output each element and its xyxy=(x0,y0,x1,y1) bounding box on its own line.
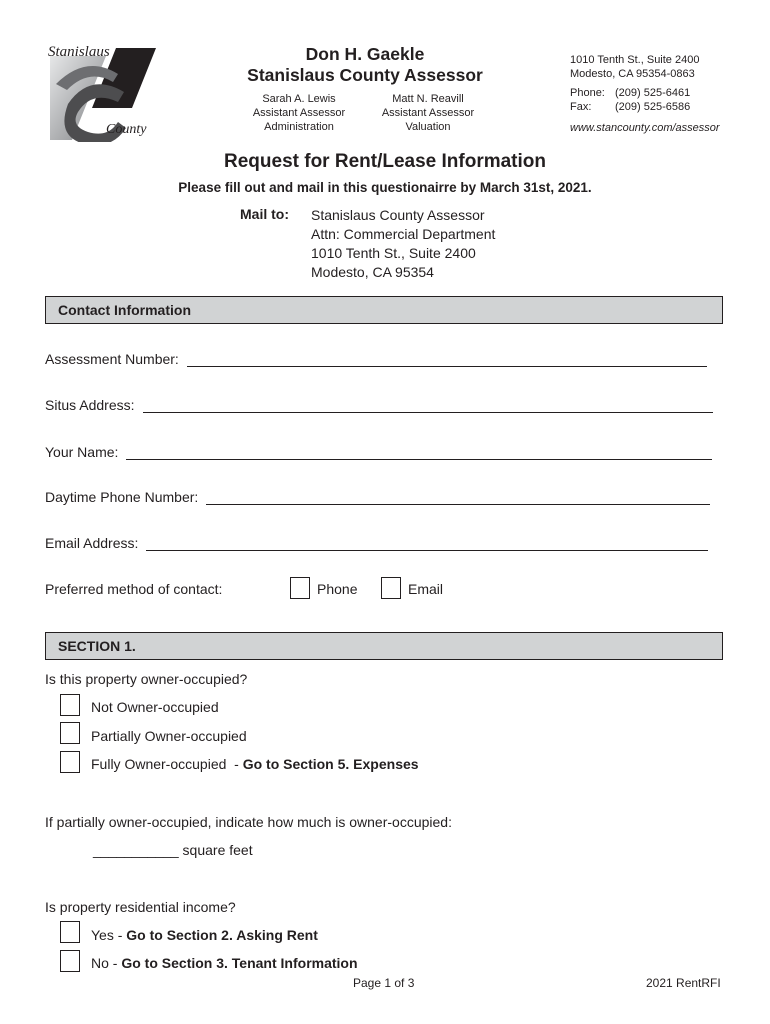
situs-address-label: Situs Address: xyxy=(45,397,135,413)
staff-role: Assistant Assessor xyxy=(381,107,475,119)
logo-text-stanislaus: Stanislaus xyxy=(48,44,110,60)
situs-address-input[interactable] xyxy=(143,398,713,413)
phone-option-label: Phone xyxy=(317,581,358,597)
staff-name: Sarah A. Lewis xyxy=(262,93,336,105)
mail-line: Stanislaus County Assessor xyxy=(311,207,485,223)
assessment-number-label: Assessment Number: xyxy=(45,351,179,367)
partially-owner-occupied-label: Partially Owner-occupied xyxy=(91,728,247,744)
phone-label: Phone: xyxy=(570,87,605,99)
section1-header xyxy=(45,632,723,660)
county-logo xyxy=(46,44,158,142)
office-phone-fax xyxy=(570,86,690,114)
page-number: Page 1 of 3 xyxy=(353,976,415,990)
partial-occupancy-question: If partially owner-occupied, indicate how much is owner-occupied: xyxy=(45,814,452,830)
fax-label: Fax: xyxy=(570,101,592,113)
mail-line: Modesto, CA 95354 xyxy=(311,264,434,280)
preferred-contact-label: Preferred method of contact: xyxy=(45,581,223,597)
mail-to-address xyxy=(311,206,495,282)
email-checkbox[interactable] xyxy=(381,577,401,599)
situs-address-field xyxy=(45,397,713,413)
assessment-number-field xyxy=(45,351,707,367)
residential-yes-label: Yes - Go to Section 2. Asking Rent xyxy=(91,927,318,943)
email-option-label: Email xyxy=(408,581,444,597)
go-to-section3-note: Go to Section 3. Tenant Information xyxy=(121,955,358,971)
fully-owner-occupied-label: Fully Owner-occupied - Go to Section 5. Expenses xyxy=(91,756,419,772)
email-address-field xyxy=(45,535,708,551)
contact-section-title: Contact Information xyxy=(58,302,191,318)
form-instruction: Please fill out and mail in this questionairre by March 31st, 2021. xyxy=(178,180,592,195)
email-address-input[interactable] xyxy=(146,536,708,551)
go-to-section5-note: Go to Section 5. Expenses xyxy=(242,756,419,772)
square-feet-unit: square feet xyxy=(182,842,253,858)
address-line1: 1010 Tenth St., Suite 2400 xyxy=(570,54,700,66)
logo-text-county: County xyxy=(106,122,147,137)
not-owner-occupied-label: Not Owner-occupied xyxy=(91,699,219,715)
square-feet-row xyxy=(93,842,253,858)
not-owner-occupied-checkbox[interactable] xyxy=(60,694,80,716)
residential-income-question: Is property residential income? xyxy=(45,899,236,915)
phone-number: (209) 525-6461 xyxy=(615,87,691,99)
staff-block-lewis xyxy=(244,92,354,134)
owner-occupied-question: Is this property owner-occupied? xyxy=(45,671,248,687)
office-address xyxy=(570,53,699,81)
go-to-section2-note: Go to Section 2. Asking Rent xyxy=(126,927,318,943)
staff-block-reavill xyxy=(372,92,484,134)
assessor-name: Don H. Gaekle xyxy=(305,44,425,64)
phone-checkbox[interactable] xyxy=(290,577,310,599)
contact-section-header xyxy=(45,296,723,324)
form-identifier: 2021 RentRFI xyxy=(646,976,721,990)
address-line2: Modesto, CA 95354-0863 xyxy=(570,68,695,80)
your-name-input[interactable] xyxy=(126,445,712,460)
your-name-label: Your Name: xyxy=(45,444,119,460)
fully-owner-occupied-checkbox[interactable] xyxy=(60,751,80,773)
partially-owner-occupied-checkbox[interactable] xyxy=(60,722,80,744)
section1-title: SECTION 1. xyxy=(58,638,136,654)
fax-number: (209) 525-6586 xyxy=(615,101,691,113)
office-website: www.stancounty.com/assessor xyxy=(570,122,720,134)
mail-line: Attn: Commercial Department xyxy=(311,226,496,242)
mail-line: 1010 Tenth St., Suite 2400 xyxy=(311,245,476,261)
residential-no-checkbox[interactable] xyxy=(60,950,80,972)
daytime-phone-label: Daytime Phone Number: xyxy=(45,489,199,505)
assessor-title: Stanislaus County Assessor xyxy=(247,65,483,85)
daytime-phone-input[interactable] xyxy=(206,490,710,505)
residential-yes-checkbox[interactable] xyxy=(60,921,80,943)
staff-name: Matt N. Reavill xyxy=(392,93,464,105)
form-title: Request for Rent/Lease Information xyxy=(224,151,546,172)
assessment-number-input[interactable] xyxy=(187,352,707,367)
email-address-label: Email Address: xyxy=(45,535,139,551)
staff-role: Assistant Assessor xyxy=(252,107,346,119)
staff-dept: Valuation xyxy=(405,121,451,133)
your-name-field xyxy=(45,444,712,460)
square-feet-input[interactable]: ___________ xyxy=(93,842,179,858)
daytime-phone-field xyxy=(45,489,710,505)
staff-dept: Administration xyxy=(264,121,334,133)
residential-no-label: No - Go to Section 3. Tenant Information xyxy=(91,955,358,971)
mail-to-label: Mail to: xyxy=(240,206,289,222)
